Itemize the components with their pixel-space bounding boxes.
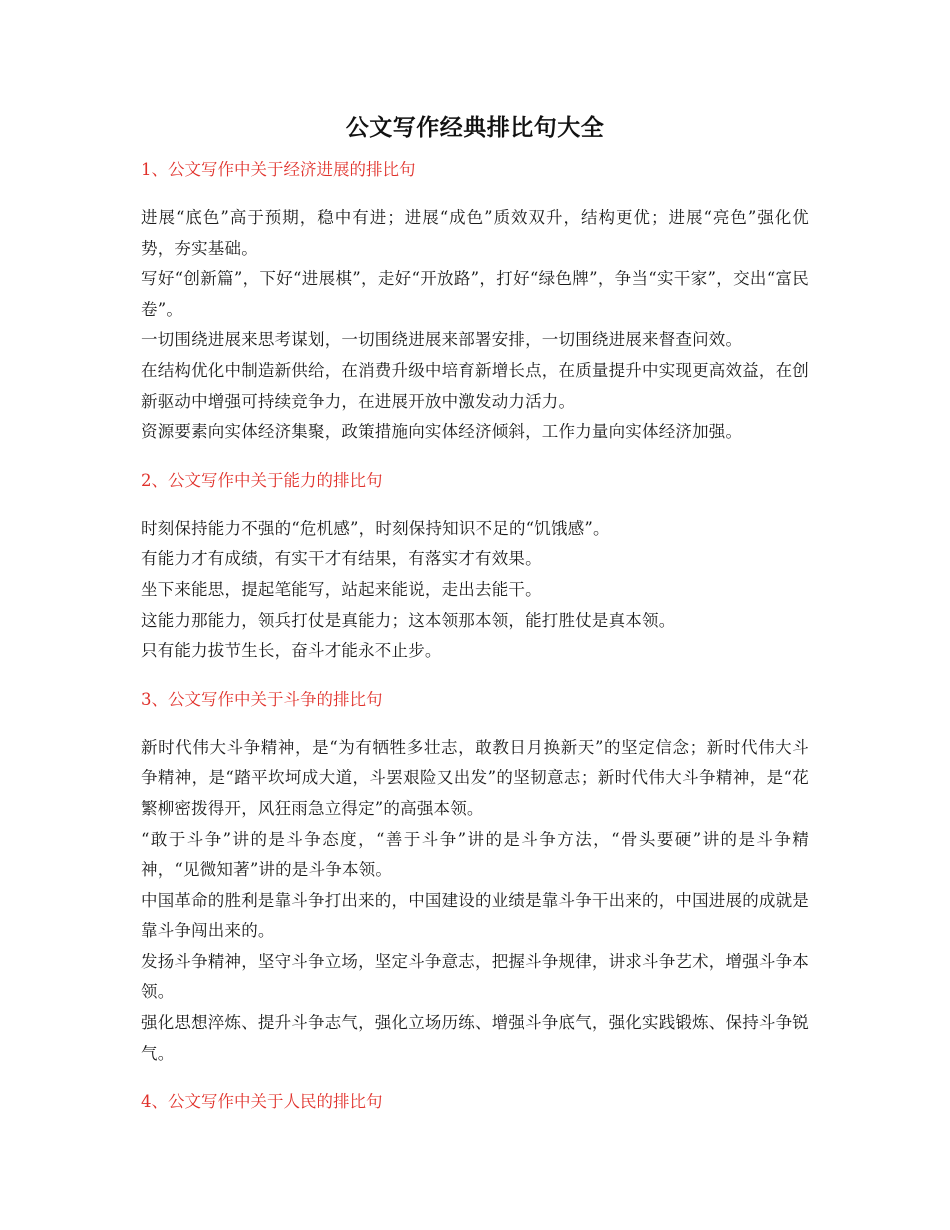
section-struggle [141,685,809,1070]
paragraph: 一切围绕进展来思考谋划，一切围绕进展来部署安排，一切围绕进展来督查问效。 [141,330,743,350]
section-economy [141,155,809,448]
paragraph: 时刻保持能力不强的“危机感”，时刻保持知识不足的“饥饿感”。 [141,518,610,538]
paragraph: 写好“创新篇”，下好“进展棋”，走好“开放路”，打好“绿色牌”，争当“实干家”，交出“富民卷”。 [141,269,809,319]
paragraph: 坐下来能思，提起笔能写，站起来能说，走出去能干。 [141,579,542,599]
paragraph: 中国革命的胜利是靠斗争打出来的，中国建设的业绩是靠斗争干出来的，中国进展的成就是靠斗争闯出来的。 [141,890,809,941]
section-people [141,1087,809,1117]
paragraph: 这能力那能力，领兵打仗是真能力；这本领那本领，能打胜仗是真本领。 [141,610,676,630]
paragraph: 在结构优化中制造新供给，在消费升级中培育新增长点，在质量提升中实现更高效益，在创新驱动中增强可持续竞争力，在进展开放中激发动力活力。 [141,360,809,411]
section-heading: 4、公文写作中关于人民的排比句 [141,1092,383,1112]
paragraph-list [141,733,809,1070]
paragraph-list [141,514,809,667]
document-body [141,155,809,1117]
paragraph: 资源要素向实体经济集聚，政策措施向实体经济倾斜，工作力量向实体经济加强。 [141,422,743,442]
paragraph: 进展“底色”高于预期，稳中有进；进展“成色”质效双升，结构更优；进展“亮色”强化优势，夯实基础。 [141,208,809,258]
paragraph: 只有能力拔节生长，奋斗才能永不止步。 [141,641,442,661]
paragraph: 强化思想淬炼、提升斗争志气，强化立场历练、增强斗争底气，强化实践锻炼、保持斗争锐气。 [141,1013,809,1063]
paragraph-list [141,203,809,448]
document-title: 公文写作经典排比句大全 [345,115,605,141]
paragraph: 新时代伟大斗争精神，是“为有牺牲多壮志，敢教日月换新天”的坚定信念；新时代伟大斗争精神，是“踏平坎坷成大道，斗罢艰险又出发”的坚韧意志；新时代伟大斗争精神，是“花繁柳密拨得开，风狂雨急立得定”的高强本领。 [141,737,809,818]
paragraph: 有能力才有成绩，有实干才有结果，有落实才有效果。 [141,549,542,569]
paragraph: 发扬斗争精神，坚守斗争立场，坚定斗争意志，把握斗争规律，讲求斗争艺术，增强斗争本领。 [141,951,809,1002]
section-heading: 3、公文写作中关于斗争的排比句 [141,689,383,709]
section-heading: 1、公文写作中关于经济进展的排比句 [141,160,416,179]
section-heading: 2、公文写作中关于能力的排比句 [141,470,383,490]
paragraph: “敢于斗争”讲的是斗争态度，“善于斗争”讲的是斗争方法，“骨头要硬”讲的是斗争精神，“见微知著”讲的是斗争本领。 [141,829,809,880]
section-ability [141,466,809,667]
